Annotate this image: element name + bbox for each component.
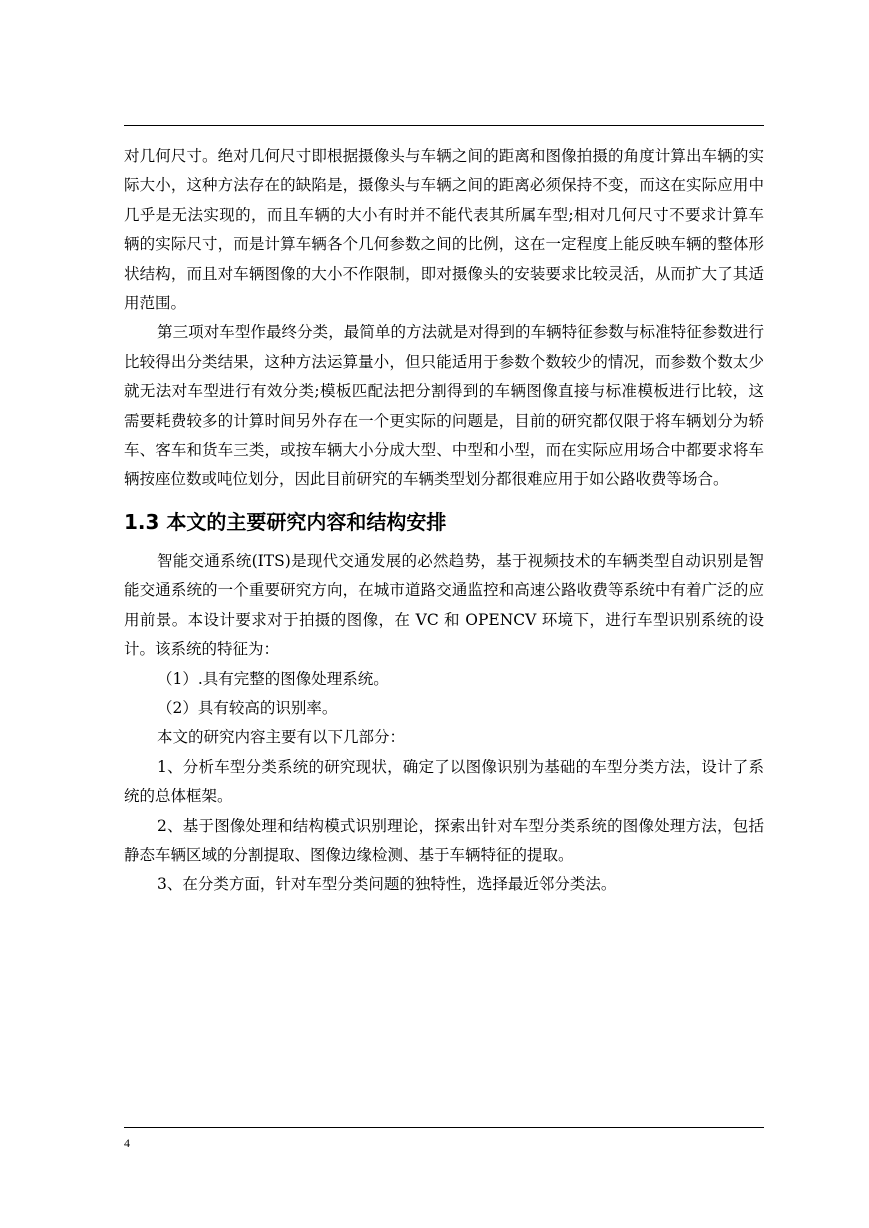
paragraph-geometric-size: 对几何尺寸。绝对几何尺寸即根据摄像头与车辆之间的距离和图像拍摄的角度计算出车辆的实际大小，这种方法存在的缺陷是，摄像头与车辆之间的距离必须保持不变，而这在实际应用中几乎是无法实现的，而且车辆的大小有时并不能代表其所属车型;相对几何尺寸不要求计算车辆的实际尺寸，而是计算车辆各个几何参数之间的比例，这在一定程度上能反映车辆的整体形状结构，而且对车辆图像的大小不作限制，即对摄像头的安装要求比较灵活，从而扩大了其适用范围。 xyxy=(124,147,764,313)
paragraph-its-intro: 智能交通系统(ITS)是现代交通发展的必然趋势，基于视频技术的车辆类型自动识别是智能交通系统的一个重要研究方向，在城市道路交通监控和高速公路收费等系统中有着广泛的应用前景。本设计要求对于拍摄的图像，在 VC 和 OPENCV 环境下，进行车型识别系统的设计。该系统的特征为： xyxy=(124,551,764,659)
page-content xyxy=(124,142,764,900)
list-item-content-2: 2、基于图像处理和结构模式识别理论，探索出针对车型分类系统的图像处理方法，包括静态车辆区域的分割提取、图像边缘检测、基于车辆特征的提取。 xyxy=(124,816,764,864)
paragraph-final-classification: 第三项对车型作最终分类，最简单的方法就是对得到的车辆特征参数与标准特征参数进行比较得出分类结果，这种方法运算量小，但只能适用于参数个数较少的情况，而参数个数太少就无法对车型进行有效分类;模板匹配法把分割得到的车辆图像直接与标准模板进行比较，这需要耗费较多的计算时间另外存在一个更实际的问题是，目前的研究都仅限于将车辆划分为轿车、客车和货车三类，或按车辆大小分成大型、中型和小型，而在实际应用场合中都要求将车辆按座位数或吨位划分，因此目前研究的车辆类型划分都很难应用于如公路收费等场合。 xyxy=(124,323,764,489)
section-heading: 1.3 本文的主要研究内容和结构安排 xyxy=(124,509,447,534)
list-item-content-3: 3、在分类方面，针对车型分类问题的独特性，选择最近邻分类法。 xyxy=(157,875,617,894)
list-item-feature-1: （1）.具有完整的图像处理系统。 xyxy=(157,669,389,688)
list-item-feature-2: （2）具有较高的识别率。 xyxy=(157,698,338,717)
header-rule xyxy=(124,125,764,126)
footer-rule xyxy=(124,1127,764,1128)
list-item-content-1: 1、分析车型分类系统的研究现状，确定了以图像识别为基础的车型分类方法，设计了系统的总体框架。 xyxy=(124,757,764,806)
paragraph-content-intro: 本文的研究内容主要有以下几部分： xyxy=(157,728,406,747)
page-number: 4 xyxy=(124,1136,130,1150)
